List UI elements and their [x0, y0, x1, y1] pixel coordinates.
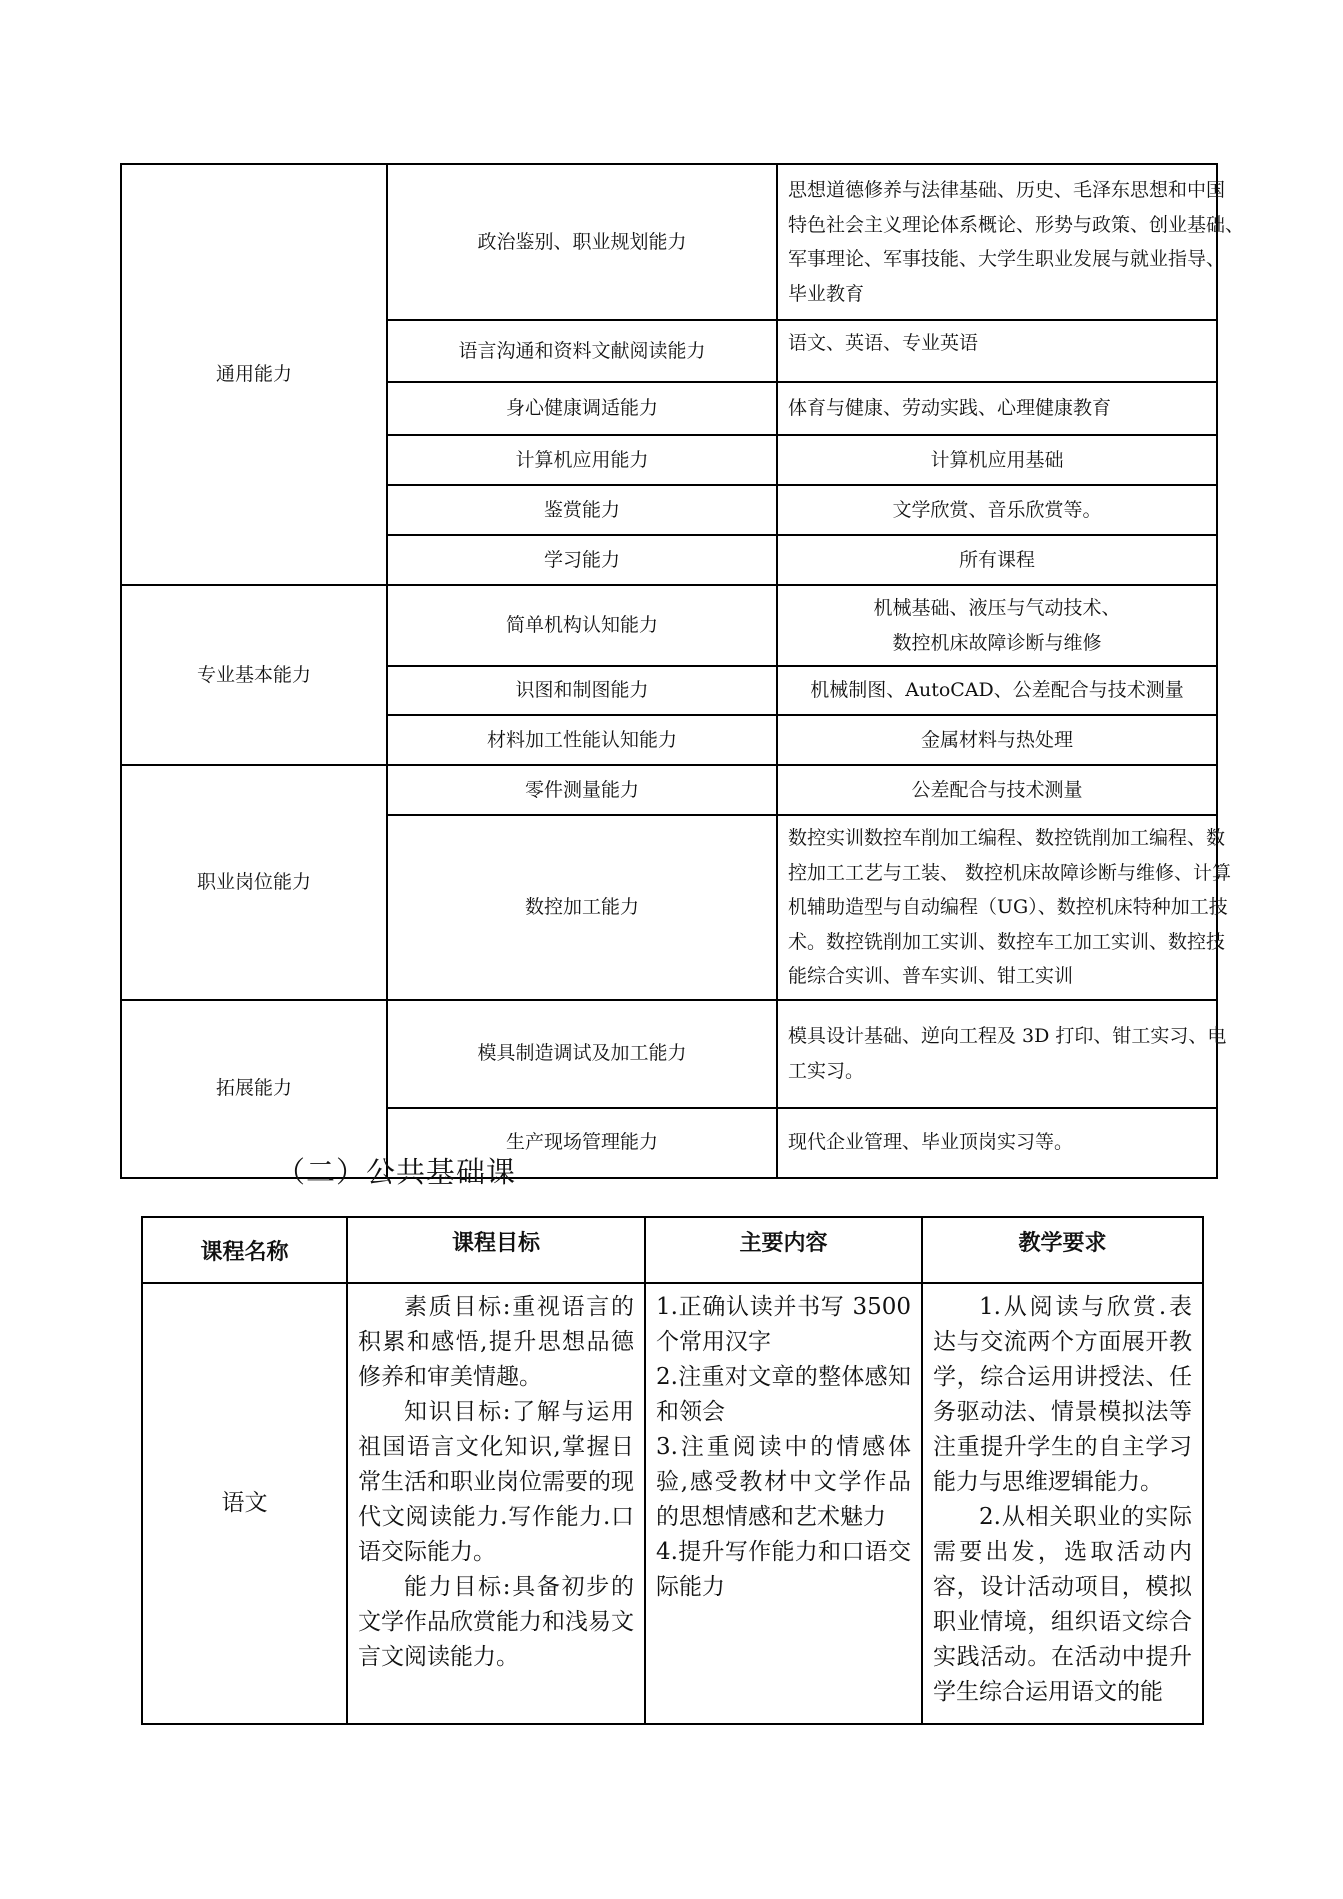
course-line: 公差配合与技术测量	[911, 778, 1083, 801]
public-course-table	[141, 1216, 1204, 1725]
ability-cell: 生产现场管理能力	[387, 1108, 777, 1178]
section-heading: （二）公共基础课	[276, 1155, 517, 1189]
course-line: 数控实训数控车削加工编程、数控铣削加工编程、数	[788, 827, 1226, 849]
requirement-paragraph: 2.从相关职业的实际需要出发，选取活动内容，设计活动项目，模拟职业情境，组织语文综合实践活动。在活动中提升学生综合运用语文的能	[933, 1504, 1192, 1705]
content-item: 4.提升写作能力和口语交际能力	[656, 1539, 911, 1600]
ability-cell: 身心健康调适能力	[387, 382, 777, 435]
course-line: 术。数控铣削加工实训、数控车工加工实训、数控技	[788, 930, 1226, 953]
course-line: 工实习。	[788, 1059, 865, 1082]
course-line: 数控机床故障诊断与维修	[892, 631, 1102, 654]
course-line: 特色社会主义理论体系概论、形势与政策、创业基础、	[788, 213, 1245, 236]
course-cell	[777, 320, 1217, 382]
course-line: 语文、英语、专业英语	[788, 332, 979, 354]
category-cell: 专业基本能力	[121, 585, 387, 765]
goal-paragraph: 能力目标:具备初步的文学作品欣赏能力和浅易文言文阅读能力。	[358, 1574, 634, 1670]
course-line: 体育与健康、劳动实践、心理健康教育	[788, 397, 1112, 420]
header-teaching-requirement: 教学要求	[922, 1217, 1203, 1283]
header-course-goal: 课程目标	[347, 1217, 645, 1283]
content-item: 2.注重对文章的整体感知和领会	[656, 1364, 911, 1425]
teaching-requirement-cell	[922, 1283, 1203, 1724]
ability-cell: 语言沟通和资料文献阅读能力	[387, 320, 777, 382]
course-line: 毕业教育	[788, 282, 865, 305]
course-cell	[777, 666, 1217, 715]
course-cell	[777, 535, 1217, 585]
course-cell	[777, 585, 1217, 666]
course-line: 机械制图、AutoCAD、公差配合与技术测量	[810, 679, 1184, 702]
course-cell	[777, 435, 1217, 485]
course-line: 军事理论、军事技能、大学生职业发展与就业指导、	[788, 248, 1226, 270]
course-cell	[777, 164, 1245, 320]
goal-paragraph: 素质目标:重视语言的积累和感悟,提升思想品德修养和审美情趣。	[358, 1294, 634, 1390]
ability-cell: 零件测量能力	[387, 765, 777, 815]
course-cell	[777, 1108, 1217, 1178]
header-course-name: 课程名称	[142, 1217, 347, 1283]
ability-course-table	[120, 163, 1245, 1179]
ability-cell: 材料加工性能认知能力	[387, 715, 777, 765]
course-line: 控加工工艺与工装、 数控机床故障诊断与维修、计算	[788, 861, 1232, 884]
course-line: 思想道德修养与法律基础、历史、毛泽东思想和中国	[788, 179, 1226, 201]
course-cell	[777, 485, 1217, 535]
course-line: 所有课程	[958, 548, 1035, 571]
course-cell	[777, 1000, 1227, 1108]
ability-cell: 计算机应用能力	[387, 435, 777, 485]
category-cell: 通用能力	[121, 164, 387, 585]
course-name-cell: 语文	[142, 1283, 347, 1724]
course-line: 能综合实训、普车实训、钳工实训	[788, 965, 1074, 987]
course-cell	[777, 815, 1232, 1000]
course-line: 机辅助造型与自动编程（UG）、数控机床特种加工技	[788, 896, 1228, 918]
main-content-cell	[645, 1283, 922, 1724]
header-main-content: 主要内容	[645, 1217, 922, 1283]
ability-cell: 政治鉴别、职业规划能力	[387, 164, 777, 320]
ability-cell: 数控加工能力	[387, 815, 777, 1000]
requirement-paragraph: 1.从阅读与欣赏.表达与交流两个方面展开教学，综合运用讲授法、任务驱动法、情景模拟法等注重提升学生的自主学习能力与思维逻辑能力。	[933, 1294, 1192, 1495]
course-line: 计算机应用基础	[930, 448, 1064, 471]
ability-cell: 模具制造调试及加工能力	[387, 1000, 777, 1108]
ability-cell: 学习能力	[387, 535, 777, 585]
course-line: 模具设计基础、逆向工程及 3D 打印、钳工实习、电	[788, 1025, 1227, 1047]
course-line: 现代企业管理、毕业顶岗实习等。	[788, 1131, 1074, 1154]
course-cell	[777, 382, 1217, 435]
content-item: 3.注重阅读中的情感体验,感受教材中文学作品的思想情感和艺术魅力	[656, 1434, 911, 1530]
course-line: 金属材料与热处理	[920, 728, 1073, 751]
ability-cell: 鉴赏能力	[387, 485, 777, 535]
course-line: 文学欣赏、音乐欣赏等。	[892, 498, 1102, 521]
goal-paragraph: 知识目标:了解与运用祖国语言文化知识,掌握日常生活和职业岗位需要的现代文阅读能力.写作能力.口语交际能力。	[358, 1399, 634, 1565]
ability-cell: 识图和制图能力	[387, 666, 777, 715]
course-line: 机械基础、液压与气动技术、	[873, 597, 1121, 619]
course-cell	[777, 715, 1217, 765]
category-cell: 职业岗位能力	[121, 765, 387, 1000]
ability-cell: 简单机构认知能力	[387, 585, 777, 666]
course-cell	[777, 765, 1217, 815]
category-cell: 拓展能力	[121, 1000, 387, 1178]
course-goal-cell	[347, 1283, 645, 1724]
content-item: 1.正确认读并书写 3500 个常用汉字	[656, 1294, 911, 1355]
